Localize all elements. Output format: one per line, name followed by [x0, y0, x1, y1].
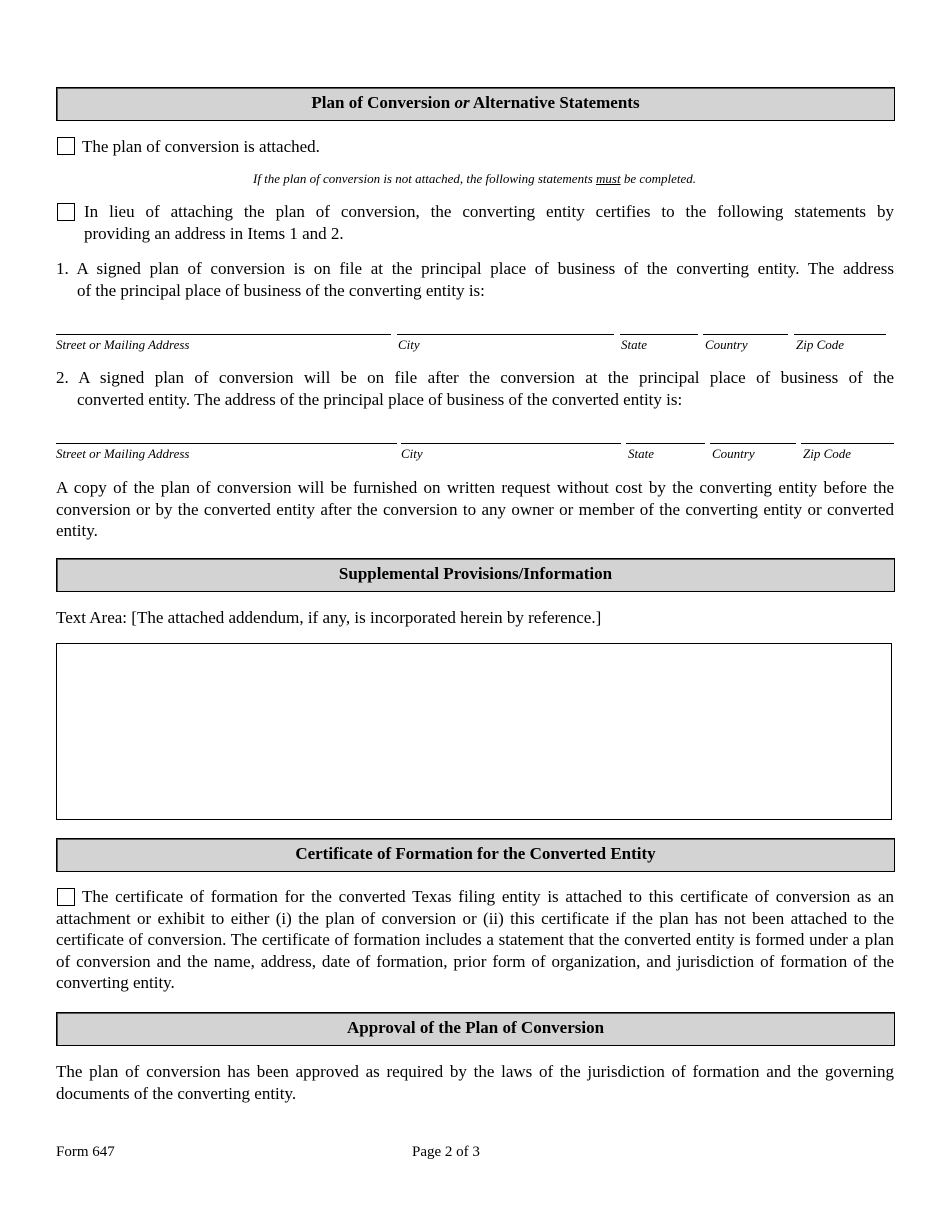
item1-street-caption: Street or Mailing Address [56, 337, 190, 352]
in-lieu-checkbox[interactable] [57, 203, 75, 221]
section-title: Certificate of Formation for the Converted Entity [295, 844, 656, 863]
section-header-certificate-of-formation [56, 838, 895, 872]
text-area-label: Text Area: [The attached addendum, if any, is incorporated herein by reference.] [56, 608, 602, 627]
copy-statement: A copy of the plan of conversion will be furnished on written request without cost by the converting entity before the conversion or by the converted entity after the conversion to any owner or member of the converting entity or converted entity. [56, 478, 894, 540]
note-text-2: be completed. [620, 171, 697, 186]
section-title: Approval of the Plan of Conversion [346, 1018, 605, 1037]
section-header-supplemental [56, 558, 895, 592]
item1-state-caption: State [621, 337, 647, 352]
item2-zip-caption: Zip Code [803, 446, 852, 461]
section-header-approval [56, 1012, 895, 1046]
section-title-part1: Plan of Conversion [311, 93, 455, 112]
item1-city-field[interactable] [397, 334, 614, 335]
section-title-part2: Alternative Statements [469, 93, 640, 112]
item1-street-field[interactable] [56, 334, 391, 335]
item2-state-field[interactable] [626, 443, 705, 444]
section-header-plan-of-conversion [56, 87, 895, 121]
item1-line1: 1. A signed plan of conversion is on file at the principal place of business of the converting entity. The address [56, 259, 894, 278]
item2-street-field[interactable] [56, 443, 397, 444]
item2-line1: 2. A signed plan of conversion will be on file after the conversion at the principal place of business of the [56, 368, 894, 387]
item1-zip-field[interactable] [794, 334, 886, 335]
item1-state-field[interactable] [620, 334, 698, 335]
section-title: Supplemental Provisions/Information [338, 564, 613, 583]
item2-line2: converted entity. The address of the principal place of business of the converted entity is: [77, 390, 683, 409]
note-text-1: If the plan of conversion is not attached, the following statements [252, 171, 596, 186]
item2-country-caption: Country [712, 446, 755, 461]
completion-note [56, 171, 893, 187]
section-title-or: or [454, 93, 470, 112]
item1-country-field[interactable] [703, 334, 788, 335]
form-number: Form 647 [56, 1144, 115, 1160]
item1-line2: of the principal place of business of the converting entity is: [77, 281, 485, 300]
item2-zip-field[interactable] [801, 443, 894, 444]
approval-statement: The plan of conversion has been approved as required by the laws of the jurisdiction of formation and the governing documents of the converting entity. [56, 1062, 894, 1103]
item1-country-caption: Country [705, 337, 748, 352]
item2-city-caption: City [401, 446, 423, 461]
in-lieu-line2: providing an address in Items 1 and 2. [84, 224, 344, 243]
certificate-statement: The certificate of formation for the converted Texas filing entity is attached to this certificate of conversion as an attachment or exhibit to either (i) the plan of conversion or (ii) this certificate if the plan has not been attached to the certificate of conversion. The certificate of formation includes a statement that the converted entity is formed under a plan of conversion and the name, address, date of formation, prior form of organization, and jurisdiction of formation of the converting entity. [56, 887, 894, 992]
item2-street-caption: Street or Mailing Address [56, 446, 190, 461]
item1-city-caption: City [398, 337, 420, 352]
item2-country-field[interactable] [710, 443, 796, 444]
in-lieu-line1: In lieu of attaching the plan of conversion, the converting entity certifies to the following statements by [84, 202, 894, 221]
supplemental-text-area[interactable] [56, 643, 892, 820]
page-number: Page 2 of 3 [412, 1144, 480, 1160]
item2-city-field[interactable] [401, 443, 621, 444]
item1-zip-caption: Zip Code [796, 337, 845, 352]
item2-state-caption: State [628, 446, 654, 461]
plan-attached-checkbox[interactable] [57, 137, 75, 155]
plan-attached-label: The plan of conversion is attached. [82, 137, 320, 156]
note-must: must [596, 171, 621, 186]
